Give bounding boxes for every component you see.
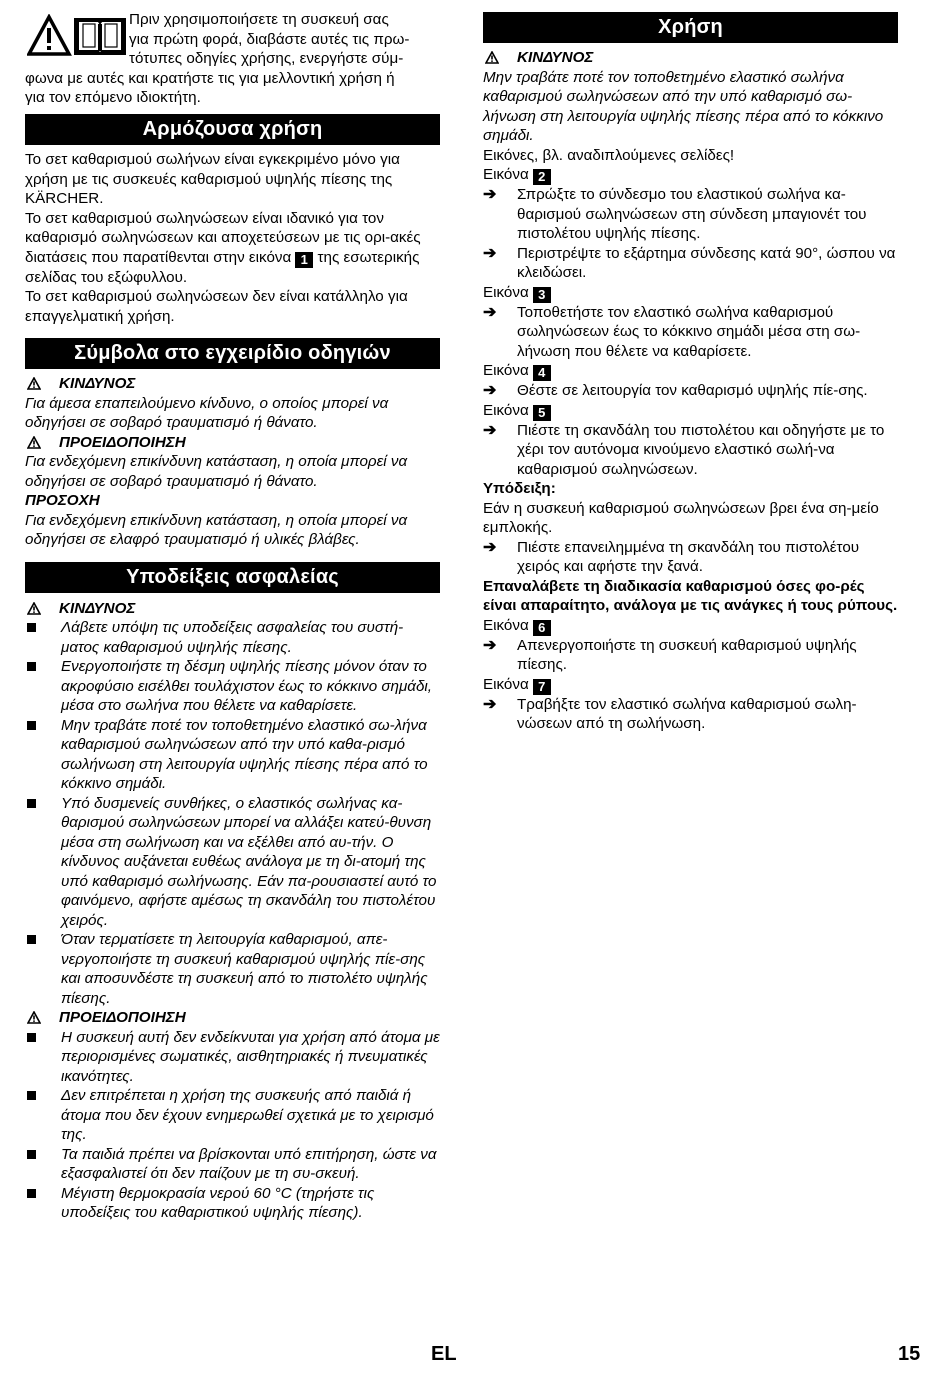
square-bullet-icon — [25, 1184, 61, 1223]
intro-line-2: για πρώτη φορά, διαβάστε αυτές τις πρω- — [129, 30, 410, 48]
hint-label: Υπόδειξη: — [483, 480, 556, 497]
figure-ref-2: 2 — [533, 169, 551, 185]
arrow-right-icon: ➔ — [483, 382, 497, 399]
use-danger-label — [483, 48, 898, 68]
intro-line-4: φωνα με αυτές και κρατήστε τις για μελλοντική χρήση ή — [25, 69, 395, 87]
symbols-danger-label — [25, 374, 440, 394]
figure-ref-6: 6 — [533, 620, 551, 636]
list-item-text: Τα παιδιά πρέπει να βρίσκονται υπό επιτήρηση, ώστε να εξασφαλιστεί ότι δεν παίζουν με τη συ-σκευή. — [61, 1145, 437, 1182]
step-text: Θέστε σε λειτουργία τον καθαρισμό υψηλής πίε-σης. — [517, 382, 868, 399]
list-item — [483, 303, 898, 362]
figure-label-text: Εικόνα — [483, 283, 529, 301]
danger-label-text: ΚΙΝΔΥΝΟΣ — [59, 375, 136, 392]
figure-label-text: Εικόνα — [483, 166, 529, 183]
danger-label-text: ΚΙΝΔΥΝΟΣ — [59, 599, 136, 617]
safety-danger-label — [25, 599, 440, 619]
square-bullet-icon — [25, 618, 61, 657]
list-item — [483, 244, 898, 283]
figure-ref-1: 1 — [295, 252, 313, 268]
warning-read-manual-icon — [27, 14, 129, 58]
warning-triangle-icon — [27, 436, 41, 449]
list-item — [483, 636, 898, 675]
square-bullet-icon — [25, 930, 61, 1008]
figure-7-label — [483, 675, 898, 695]
safety-warning-label — [25, 1008, 440, 1028]
proper-use-p3: Το σετ καθαρισμού σωληνώσεων δεν είναι κατάλληλο για επαγγελματική χρήση. — [25, 288, 408, 325]
step-text: Απενεργοποιήστε τη συσκευή καθαρισμού υψηλής πίεσης. — [517, 636, 857, 673]
proper-use-heading: Αρμόζουσα χρήση — [25, 114, 440, 145]
symbols-heading: Σύμβολα στο εγχειρίδιο οδηγιών — [25, 338, 440, 369]
list-item — [483, 421, 898, 480]
symbols-danger-text: Για άμεσα επαπειλούμενο κίνδυνο, ο οποίος μπορεί να οδηγήσει σε σοβαρό τραυματισμό ή θάνατο. — [25, 394, 389, 431]
symbols-caution-text: Για ενδεχόμενη επικίνδυνη κατάσταση, η οποία μπορεί να οδηγήσει σε ελαφρό τραυματισμό ή υλικές βλάβες. — [25, 511, 408, 548]
symbols-caution-label: ΠΡΟΣΟΧΗ — [25, 492, 100, 509]
figure-ref-4: 4 — [533, 365, 551, 381]
figure-6-label — [483, 616, 898, 636]
step-text: Τοποθετήστε τον ελαστικό σωλήνα καθαρισμού σωληνώσεων έως το κόκκινο σημάδι μέσα στη σω-λήνωση που θέλετε να καθαρίσετε. — [517, 303, 861, 360]
list-item-text: Όταν τερματίσετε τη λειτουργία καθαρισμού, απε-νεργοποιήστε τη συσκευή καθαρισμού υψηλής πίε-σης και αποσυνδέστε τη συσκευή από το πιστολέτο υψηλής πίεσης. — [61, 931, 428, 1007]
step-text: Σπρώξτε το σύνδεσμο του ελαστικού σωλήνα κα-θαρισμού σωληνώσεων στη σύνδεση μπαγιονέτ του πιστολέτου υψηλής πίεσης. — [517, 186, 867, 242]
hint-text: Εάν η συσκευή καθαρισμού σωληνώσεων βρει ένα ση-μείο εμπλοκής. — [483, 499, 879, 536]
warning-label-text: ΠΡΟΕΙΔΟΠΟΙΗΣΗ — [59, 1009, 186, 1026]
intro-block — [25, 10, 440, 108]
figure-label-text: Εικόνα — [483, 362, 529, 379]
figure-2-label — [483, 165, 898, 185]
danger-label-text: ΚΙΝΔΥΝΟΣ — [517, 49, 594, 66]
figure-3-label — [483, 283, 898, 303]
figure-5-label — [483, 401, 898, 421]
page-number: 15 — [898, 1343, 921, 1365]
intro-line-5: για τον επόμενο ιδιοκτήτη. — [25, 89, 201, 106]
square-bullet-icon — [25, 657, 61, 716]
list-item — [483, 538, 898, 577]
arrow-right-icon: ➔ — [483, 186, 497, 203]
figure-ref-3: 3 — [533, 287, 551, 303]
list-item-text: Υπό δυσμενείς συνθήκες, ο ελαστικός σωλήνας κα-θαρισμού σωληνώσεων μπορεί να αλλάξει κατεύ-θυνση μέσα στη σωλήνωση και να εξέλθει από αυ-τήν. Ο κίνδυνος αυξάνεται ευθέως ανάλογα με τη δι-ατομή της υπό καθαρισμό σωλήνωσης. Εάν πα-ρουσιαστεί αυτό το φαινόμενο, αφήστε αμέσως τη σκανδάλη του πιστολέτου χειρός. — [61, 794, 437, 929]
list-item — [25, 618, 440, 657]
list-item-text: Δεν επιτρέπεται η χρήση της συσκευής από παιδιά ή άτομα που δεν έχουν ενημερωθεί σχετικά με το χειρισμό της. — [61, 1087, 434, 1143]
warning-triangle-icon — [27, 602, 41, 615]
list-item-text: Μην τραβάτε ποτέ τον τοποθετημένο ελαστικό σω-λήνα καθαρισμού σωληνώσεων από την υπό καθα-ρισμό σωλήνωση στη λειτουργία υψηλής πίεσης πέρα από το κόκκινο σημάδι. — [61, 716, 428, 792]
list-item-text: Μέγιστη θερμοκρασία νερού 60 °C (τηρήστε τις υποδείξεις του καθαριστικού υψηλής πίεσης). — [61, 1184, 375, 1221]
square-bullet-icon — [25, 794, 61, 931]
use-heading: Χρήση — [483, 12, 898, 43]
safety-heading: Υποδείξεις ασφαλείας — [25, 562, 440, 593]
square-bullet-icon — [25, 1028, 61, 1087]
figure-label-text: Εικόνα — [483, 401, 529, 419]
figures-note: Εικόνες, βλ. αναδιπλούμενες σελίδες! — [483, 146, 735, 164]
list-item — [483, 185, 898, 244]
list-item — [25, 794, 440, 931]
proper-use-p2 — [25, 209, 440, 288]
list-item-text: Λάβετε υπόψη τις υποδείξεις ασφαλείας του συστή-ματος καθαρισμού υψηλής πίεσης. — [61, 619, 404, 656]
arrow-right-icon: ➔ — [483, 695, 497, 713]
symbols-warning-text: Για ενδεχόμενη επικίνδυνη κατάσταση, η οποία μπορεί να οδηγήσει σε σοβαρό τραυματισμό ή θάνατο. — [25, 453, 408, 490]
figure-ref-7: 7 — [533, 679, 551, 695]
list-item — [25, 1028, 440, 1087]
list-item-text: Ενεργοποιήστε τη δέσμη υψηλής πίεσης μόνον όταν το ακροφύσιο εισέλθει τουλάχιστον έως το κόκκινο σημάδι, μέσα στο σωλήνα που θέλετε να καθαρίσετε. — [61, 658, 432, 714]
arrow-right-icon: ➔ — [483, 244, 497, 262]
square-bullet-icon — [25, 1145, 61, 1184]
list-item — [25, 1184, 440, 1223]
step-text: Τραβήξτε τον ελαστικό σωλήνα καθαρισμού σωλη-νώσεων από τη σωλήνωση. — [517, 695, 857, 732]
arrow-right-icon: ➔ — [483, 636, 497, 654]
square-bullet-icon — [25, 716, 61, 794]
intro-line-3: τότυπες οδηγίες χρήσης, ενεργήστε σύμ- — [129, 50, 404, 67]
list-item — [483, 381, 898, 401]
figure-label-text: Εικόνα — [483, 675, 529, 693]
warning-triangle-icon — [27, 377, 41, 390]
language-code: EL — [431, 1343, 457, 1365]
repeat-text: Επαναλάβετε τη διαδικασία καθαρισμού όσες φο-ρές είναι απαραίτητο, ανάλογα με τις ανάγκες ή τους ρύπους. — [483, 577, 898, 614]
proper-use-p2-end: της εσωτερικής σελίδας του εξώφυλλου. — [25, 248, 420, 286]
arrow-right-icon: ➔ — [483, 538, 497, 556]
step-text: Πιέστε επανειλημμένα τη σκανδάλη του πιστολέτου χειρός και αφήστε την ξανά. — [517, 538, 860, 575]
proper-use-p1: Το σετ καθαρισμού σωλήνων είναι εγκεκριμένο μόνο για χρήση με τις συσκευές καθαρισμού υψηλής πίεσης της KÄRCHER. — [25, 151, 400, 207]
arrow-right-icon: ➔ — [483, 421, 497, 439]
symbols-warning-label — [25, 433, 440, 453]
proper-use-p2-text: Το σετ καθαρισμού σωληνώσεων είναι ιδανικό για τον καθαρισμό σωληνώσεων και αποχετεύσεων με τις ορι-ακές διατάσεις που παρατίθενται στην εικόνα — [25, 209, 421, 266]
warning-triangle-icon — [485, 51, 499, 64]
intro-line-1: Πριν χρησιμοποιήσετε τη συσκευή σας — [129, 11, 389, 28]
warning-triangle-icon — [27, 1011, 41, 1024]
list-item-text: Η συσκευή αυτή δεν ενδείκνυται για χρήση από άτομα με περιορισμένες σωματικές, αισθητηριακές ή πνευματικές ικανότητες. — [61, 1028, 440, 1085]
figure-4-label — [483, 361, 898, 381]
step-text: Περιστρέψτε το εξάρτημα σύνδεσης κατά 90°, ώσπου να κλειδώσει. — [517, 244, 896, 281]
use-danger-text: Μην τραβάτε ποτέ τον τοποθετημένο ελαστικό σωλήνα καθαρισμού σωληνώσεων από την υπό καθαρισμό σω-λήνωση στη λειτουργία υψηλής πίεσης πέρα από το κόκκινο σημάδι. — [483, 68, 884, 144]
figure-label-text: Εικόνα — [483, 616, 529, 634]
list-item — [25, 657, 440, 716]
figure-ref-5: 5 — [533, 405, 551, 421]
warning-label-text: ΠΡΟΕΙΔΟΠΟΙΗΣΗ — [59, 433, 186, 451]
list-item — [25, 1145, 440, 1184]
arrow-right-icon: ➔ — [483, 303, 497, 321]
left-column — [25, 10, 440, 1223]
right-column — [483, 12, 898, 734]
list-item — [25, 930, 440, 1008]
list-item — [483, 695, 898, 734]
list-item — [25, 1086, 440, 1145]
list-item — [25, 716, 440, 794]
step-text: Πιέστε τη σκανδάλη του πιστολέτου και οδηγήστε με το χέρι τον αυτόνομα κινούμενο ελαστικό σωλή-να καθαρισμού σωληνώσεων. — [517, 421, 885, 478]
square-bullet-icon — [25, 1086, 61, 1145]
